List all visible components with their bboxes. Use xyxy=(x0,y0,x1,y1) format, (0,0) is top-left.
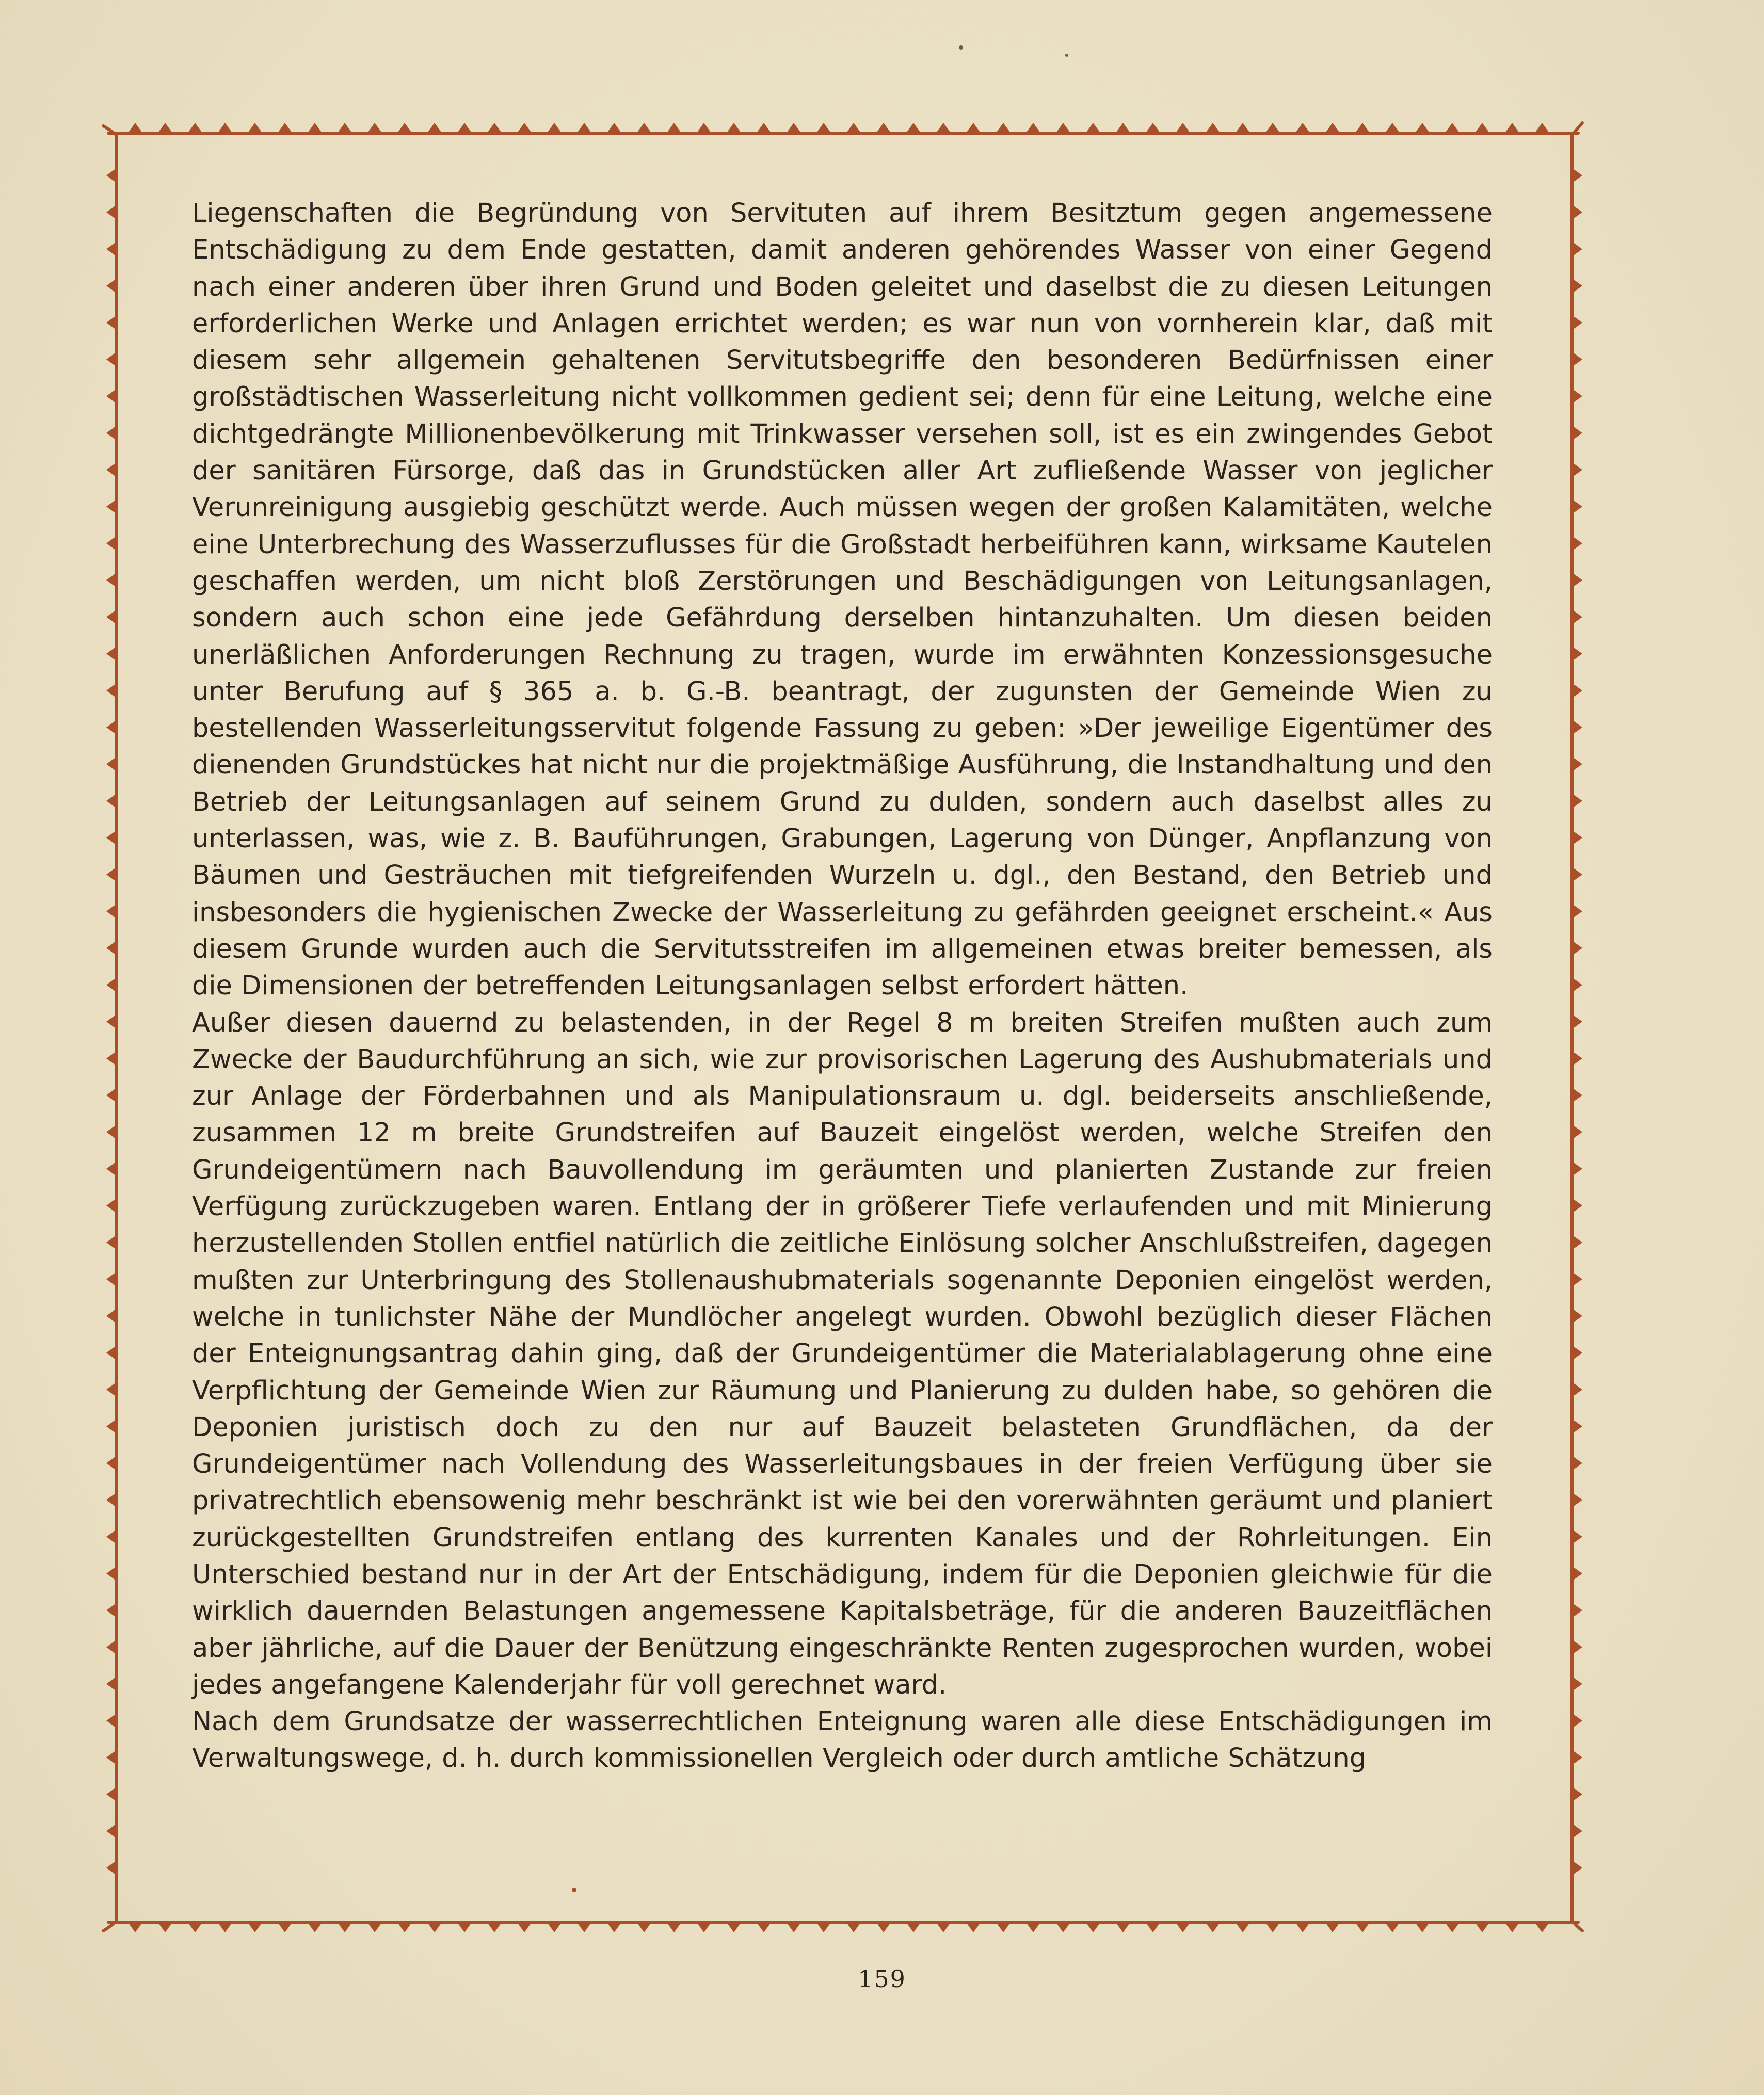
border-triangle-icon xyxy=(106,1677,116,1690)
paper-speck xyxy=(1065,54,1068,57)
border-triangle-icon xyxy=(518,1923,531,1932)
border-triangle-icon xyxy=(548,123,561,132)
border-triangle-icon xyxy=(1176,123,1190,132)
border-triangle-icon xyxy=(106,1236,116,1249)
border-triangle-icon xyxy=(1356,1923,1369,1932)
border-triangle-icon xyxy=(338,123,351,132)
border-triangle-icon xyxy=(1573,1604,1582,1617)
border-triangle-icon xyxy=(697,1923,711,1932)
border-triangle-icon xyxy=(106,279,116,293)
border-triangle-icon xyxy=(248,1923,262,1932)
border-triangle-icon xyxy=(106,1825,116,1838)
border-triangle-icon xyxy=(188,1923,202,1932)
paper-speck xyxy=(572,1888,576,1892)
border-triangle-icon xyxy=(1573,1457,1582,1470)
border-triangle-icon xyxy=(1505,123,1519,132)
border-triangle-icon xyxy=(1573,1309,1582,1323)
border-triangle-icon xyxy=(1573,1199,1582,1212)
page-number: 159 xyxy=(858,1965,906,1993)
border-triangle-icon xyxy=(1573,1272,1582,1286)
border-triangle-icon xyxy=(607,123,621,132)
border-triangle-icon xyxy=(1573,905,1582,918)
border-triangle-icon xyxy=(907,1923,920,1932)
border-triangle-icon xyxy=(106,1640,116,1654)
border-triangle-icon xyxy=(106,353,116,366)
border-triangle-icon xyxy=(1573,1052,1582,1065)
border-triangle-icon xyxy=(1573,1677,1582,1690)
border-triangle-icon xyxy=(637,123,651,132)
border-triangle-icon xyxy=(106,794,116,808)
border-triangle-icon xyxy=(967,1923,980,1932)
border-triangle-icon xyxy=(937,1923,950,1932)
border-triangle-icon xyxy=(1573,1346,1582,1360)
border-triangle-icon xyxy=(106,1383,116,1396)
border-triangle-icon xyxy=(1573,279,1582,293)
border-triangle-icon xyxy=(877,123,890,132)
border-triangle-icon xyxy=(1573,1125,1582,1139)
border-triangle-icon xyxy=(1027,123,1040,132)
paragraph: Außer diesen dauernd zu belastenden, in der Regel 8 m breiten Streifen mußten auch zum Zwecke der Baudurchführung an sich, wie zur provisorischen Lagerung des Aushubmaterials und zur Anlage der Förderbahnen und als Manipulationsraum u. dgl. beiderseits anschließende, zusammen 12 m breite Grundstreifen auf Bauzeit eingelöst werden, welche Streifen den Grundeigentümern nach Bauvollendung im geräumten und planierten Zustande zur freien Verfügung zurückzugeben waren. Entlang der in größerer Tiefe verlaufenden und mit Minierung herzustellenden Stollen entfiel natürlich die zeitliche Einlösung solcher Anschlußstreifen, dagegen mußten zur Unterbringung des Stollenaushubmaterials sogenannte Deponien eingelöst werden, welche in tunlichster Nähe der Mundlöcher angelegt wurden. Obwohl bezüglich dieser Flächen der Enteignungsantrag dahin ging, daß der Grundeigentümer die Materialablagerung ohne eine Verpflichtung der Gemeinde Wien zur Räumung und Planierung zu dulden habe, so gehören die Deponien juristisch doch zu den nur auf Bauzeit belasteten Grundflächen, da der Grundeigentümer nach Vollendung des Wasserleitungsbaues in der freien Verfügung über sie privatrechtlich ebensowenig mehr beschränkt ist wie bei den vorerwähnten geräumt und planiert zurückgestellten Grundstreifen entlang des kurrenten Kanales und der Rohrleitungen. Ein Unterschied bestand nur in der Art der Entschädigung, indem für die Deponien gleichwie für die wirklich dauernden Belastungen angemessene Kapitalsbeträge, für die anderen Bauzeitflächen aber jährliche, auf die Dauer der Benützung eingeschränkte Renten zugesprochen wurden, wobei jedes angefangene Kalenderjahr für voll gerechnet ward. xyxy=(192,1007,1493,1700)
border-triangle-icon xyxy=(1573,1567,1582,1580)
border-triangle-icon xyxy=(1236,1923,1249,1932)
border-triangle-icon xyxy=(106,169,116,182)
border-triangle-icon xyxy=(218,123,232,132)
border-triangle-icon xyxy=(428,1923,441,1932)
border-triangle-icon xyxy=(1573,353,1582,366)
border-triangle-icon xyxy=(1356,123,1369,132)
border-triangle-icon xyxy=(368,1923,381,1932)
border-triangle-icon xyxy=(1573,868,1582,881)
paragraph: Nach dem Grundsatze der wasserrechtlichen Enteignung waren alle diese Entschädigungen im Verwaltungswege, d. h. durch kommissionellen Vergleich oder durch amtliche Schätzung xyxy=(192,1706,1493,1774)
border-triangle-icon xyxy=(1056,123,1070,132)
border-triangle-icon xyxy=(1573,573,1582,587)
border-triangle-icon xyxy=(727,123,741,132)
border-triangle-icon xyxy=(1476,123,1489,132)
border-triangle-icon xyxy=(1116,123,1130,132)
border-triangle-icon xyxy=(727,1923,741,1932)
border-triangle-icon xyxy=(578,123,591,132)
paragraph: Liegenschaften die Begründung von Servituten auf ihrem Besitztum gegen angemessene Entschädigung zu dem Ende gestatten, damit anderen gehörendes Wasser von einer Gegend nach einer anderen über ihren Grund und Boden geleitet und daselbst die zu diesen Leitungen erforderlichen Werke und Anlagen errichtet werden; es war nun von vornherein klar, daß mit diesem sehr allgemein gehaltenen Servitutsbegriffe den besonderen Bedürfnissen einer großstädtischen Wasserleitung nicht vollkommen gedient sei; denn für eine Leitung, welche eine dichtgedrängte Millionenbevölkerung mit Trinkwasser versehen soll, ist es ein zwingendes Gebot der sanitären Fürsorge, daß das in Grundstücken aller Art zufließende Wasser von jeglicher Verunreinigung ausgiebig geschützt werde. Auch müssen wegen der großen Kalamitäten, welche eine Unterbrechung des Wasserzuflusses für die Großstadt herbeiführen kann, wirksame Kautelen geschaffen werden, um nicht bloß Zerstörungen und Beschädigungen von Leitungsanlagen, sondern auch schon eine jede Gefährdung derselben hintanzuhalten. Um diesen beiden unerläßlichen Anforderungen Rechnung zu tragen, wurde im erwähnten Konzessionsgesuche unter Berufung auf § 365 a. b. G.-B. beantragt, der zugunsten der Gemeinde Wien zu bestellenden Wasserleitungsservitut folgende Fassung zu geben: »Der jeweilige Eigentümer des dienenden Grundstückes hat nicht nur die projektmäßige Ausführung, die Instandhaltung und den Betrieb der Leitungsanlagen auf seinem Grund zu dulden, sondern auch daselbst alles zu unterlassen, was, wie z. B. Bauführungen, Grabungen, Lagerung von Dünger, Anpflanzung von Bäumen und Gesträuchen mit tiefgreifenden Wurzeln u. dgl., den Bestand, den Betrieb und insbesonders die hygienischen Zwecke der Wasserleitung zu gefährden geeignet erscheint.« Aus diesem Grunde wurden auch die Servitutsstreifen im allgemeinen etwas breiter bemessen, als die Dimensionen der betreffenden Leitungsanlagen selbst erfordert hätten. xyxy=(192,198,1493,1002)
border-triangle-icon xyxy=(106,1493,116,1507)
border-triangle-icon xyxy=(907,123,920,132)
border-triangle-icon xyxy=(1386,1923,1399,1932)
border-triangle-icon xyxy=(106,243,116,256)
border-triangle-icon xyxy=(1573,1089,1582,1102)
border-triangle-icon xyxy=(757,1923,771,1932)
border-triangle-icon xyxy=(817,123,830,132)
border-triangle-icon xyxy=(106,1346,116,1360)
border-triangle-icon xyxy=(1116,1923,1130,1932)
border-triangle-icon xyxy=(1296,123,1309,132)
border-triangle-icon xyxy=(1146,1923,1160,1932)
border-triangle-icon xyxy=(1573,500,1582,513)
border-triangle-icon xyxy=(1573,1861,1582,1875)
border-triangle-icon xyxy=(106,905,116,918)
border-triangle-icon xyxy=(106,1787,116,1801)
border-triangle-icon xyxy=(1573,794,1582,808)
border-triangle-icon xyxy=(106,316,116,329)
border-triangle-icon xyxy=(1446,123,1459,132)
border-triangle-icon xyxy=(1573,1420,1582,1433)
border-triangle-icon xyxy=(578,1923,591,1932)
border-triangle-icon xyxy=(1027,1923,1040,1932)
border-triangle-icon xyxy=(308,123,322,132)
border-triangle-icon xyxy=(106,1530,116,1543)
border-triangle-icon xyxy=(106,1199,116,1212)
border-triangle-icon xyxy=(106,463,116,476)
border-triangle-icon xyxy=(1416,1923,1429,1932)
border-triangle-icon xyxy=(488,123,501,132)
border-triangle-icon xyxy=(106,1751,116,1764)
border-triangle-icon xyxy=(106,1162,116,1175)
border-triangle-icon xyxy=(1206,123,1220,132)
border-triangle-icon xyxy=(488,1923,501,1932)
border-triangle-icon xyxy=(218,1923,232,1932)
border-triangle-icon xyxy=(1056,1923,1070,1932)
body-text xyxy=(192,195,1493,1777)
border-triangle-icon xyxy=(106,1089,116,1102)
border-triangle-icon xyxy=(1266,1923,1279,1932)
border-triangle-icon xyxy=(1573,1015,1582,1028)
border-triangle-icon xyxy=(106,1015,116,1028)
border-triangle-icon xyxy=(1086,123,1100,132)
border-triangle-icon xyxy=(697,123,711,132)
border-triangle-icon xyxy=(1176,1923,1190,1932)
border-triangle-icon xyxy=(106,758,116,771)
border-triangle-icon xyxy=(106,721,116,734)
border-triangle-icon xyxy=(1573,316,1582,329)
border-triangle-icon xyxy=(158,1923,172,1932)
border-triangle-icon xyxy=(1146,123,1160,132)
border-triangle-icon xyxy=(1266,123,1279,132)
border-triangle-icon xyxy=(877,1923,890,1932)
border-triangle-icon xyxy=(1535,123,1549,132)
border-triangle-icon xyxy=(308,1923,322,1932)
border-triangle-icon xyxy=(106,1052,116,1065)
border-triangle-icon xyxy=(106,537,116,550)
border-triangle-icon xyxy=(667,1923,681,1932)
border-triangle-icon xyxy=(398,1923,411,1932)
border-triangle-icon xyxy=(997,123,1010,132)
border-triangle-icon xyxy=(278,123,292,132)
border-triangle-icon xyxy=(106,1272,116,1286)
border-triangle-icon xyxy=(368,123,381,132)
border-triangle-icon xyxy=(1505,1923,1519,1932)
border-triangle-icon xyxy=(398,123,411,132)
border-triangle-icon xyxy=(1416,123,1429,132)
border-triangle-icon xyxy=(787,1923,800,1932)
border-triangle-icon xyxy=(1236,123,1249,132)
border-triangle-icon xyxy=(106,1457,116,1470)
border-triangle-icon xyxy=(1573,426,1582,440)
border-triangle-icon xyxy=(338,1923,351,1932)
border-triangle-icon xyxy=(1326,123,1339,132)
border-triangle-icon xyxy=(1573,1751,1582,1764)
border-triangle-icon xyxy=(787,123,800,132)
border-triangle-icon xyxy=(106,1420,116,1433)
border-triangle-icon xyxy=(937,123,950,132)
border-triangle-icon xyxy=(106,426,116,440)
border-triangle-icon xyxy=(106,1714,116,1728)
border-triangle-icon xyxy=(1573,1714,1582,1728)
border-triangle-icon xyxy=(106,205,116,219)
border-triangle-icon xyxy=(106,1125,116,1139)
border-triangle-icon xyxy=(1573,243,1582,256)
border-triangle-icon xyxy=(1573,978,1582,992)
border-triangle-icon xyxy=(106,941,116,955)
border-triangle-icon xyxy=(847,1923,860,1932)
border-triangle-icon xyxy=(1535,1923,1549,1932)
border-triangle-icon xyxy=(1206,1923,1220,1932)
border-triangle-icon xyxy=(1573,1493,1582,1507)
border-triangle-icon xyxy=(106,500,116,513)
border-triangle-icon xyxy=(458,1923,471,1932)
border-triangle-icon xyxy=(757,123,771,132)
border-triangle-icon xyxy=(967,123,980,132)
border-triangle-icon xyxy=(1386,123,1399,132)
border-triangle-icon xyxy=(106,831,116,844)
border-triangle-icon xyxy=(106,1567,116,1580)
border-triangle-icon xyxy=(106,1309,116,1323)
border-triangle-icon xyxy=(458,123,471,132)
border-triangle-icon xyxy=(667,123,681,132)
border-triangle-icon xyxy=(129,1923,142,1932)
border-triangle-icon xyxy=(428,123,441,132)
border-triangle-icon xyxy=(1573,610,1582,624)
paper-speck xyxy=(959,45,963,50)
border-triangle-icon xyxy=(1573,1162,1582,1175)
border-triangle-icon xyxy=(1573,1236,1582,1249)
border-triangle-icon xyxy=(158,123,172,132)
border-triangle-icon xyxy=(1476,1923,1489,1932)
border-triangle-icon xyxy=(1573,205,1582,219)
border-triangle-icon xyxy=(106,868,116,881)
border-triangle-icon xyxy=(1573,169,1582,182)
border-triangle-icon xyxy=(1296,1923,1309,1932)
border-triangle-icon xyxy=(1573,390,1582,403)
border-triangle-icon xyxy=(1573,831,1582,844)
border-triangle-icon xyxy=(1573,721,1582,734)
border-triangle-icon xyxy=(129,123,142,132)
border-triangle-icon xyxy=(188,123,202,132)
border-triangle-icon xyxy=(607,1923,621,1932)
border-triangle-icon xyxy=(1573,1825,1582,1838)
border-triangle-icon xyxy=(106,1861,116,1875)
border-triangle-icon xyxy=(518,123,531,132)
border-triangle-icon xyxy=(637,1923,651,1932)
border-triangle-icon xyxy=(1573,463,1582,476)
border-triangle-icon xyxy=(1446,1923,1459,1932)
border-triangle-icon xyxy=(1573,537,1582,550)
border-triangle-icon xyxy=(1573,1383,1582,1396)
border-triangle-icon xyxy=(106,610,116,624)
border-triangle-icon xyxy=(548,1923,561,1932)
border-triangle-icon xyxy=(278,1923,292,1932)
border-triangle-icon xyxy=(106,978,116,992)
border-triangle-icon xyxy=(1573,1530,1582,1543)
border-triangle-icon xyxy=(106,647,116,660)
border-triangle-icon xyxy=(1573,647,1582,660)
border-triangle-icon xyxy=(997,1923,1010,1932)
border-triangle-icon xyxy=(1573,1640,1582,1654)
border-triangle-icon xyxy=(106,390,116,403)
border-triangle-icon xyxy=(1573,684,1582,697)
border-triangle-icon xyxy=(106,684,116,697)
border-triangle-icon xyxy=(106,1604,116,1617)
border-triangle-icon xyxy=(1573,758,1582,771)
border-triangle-icon xyxy=(106,573,116,587)
border-triangle-icon xyxy=(847,123,860,132)
border-triangle-icon xyxy=(1086,1923,1100,1932)
border-triangle-icon xyxy=(817,1923,830,1932)
border-triangle-icon xyxy=(1573,1787,1582,1801)
border-triangle-icon xyxy=(248,123,262,132)
border-triangle-icon xyxy=(1326,1923,1339,1932)
border-triangle-icon xyxy=(1573,941,1582,955)
